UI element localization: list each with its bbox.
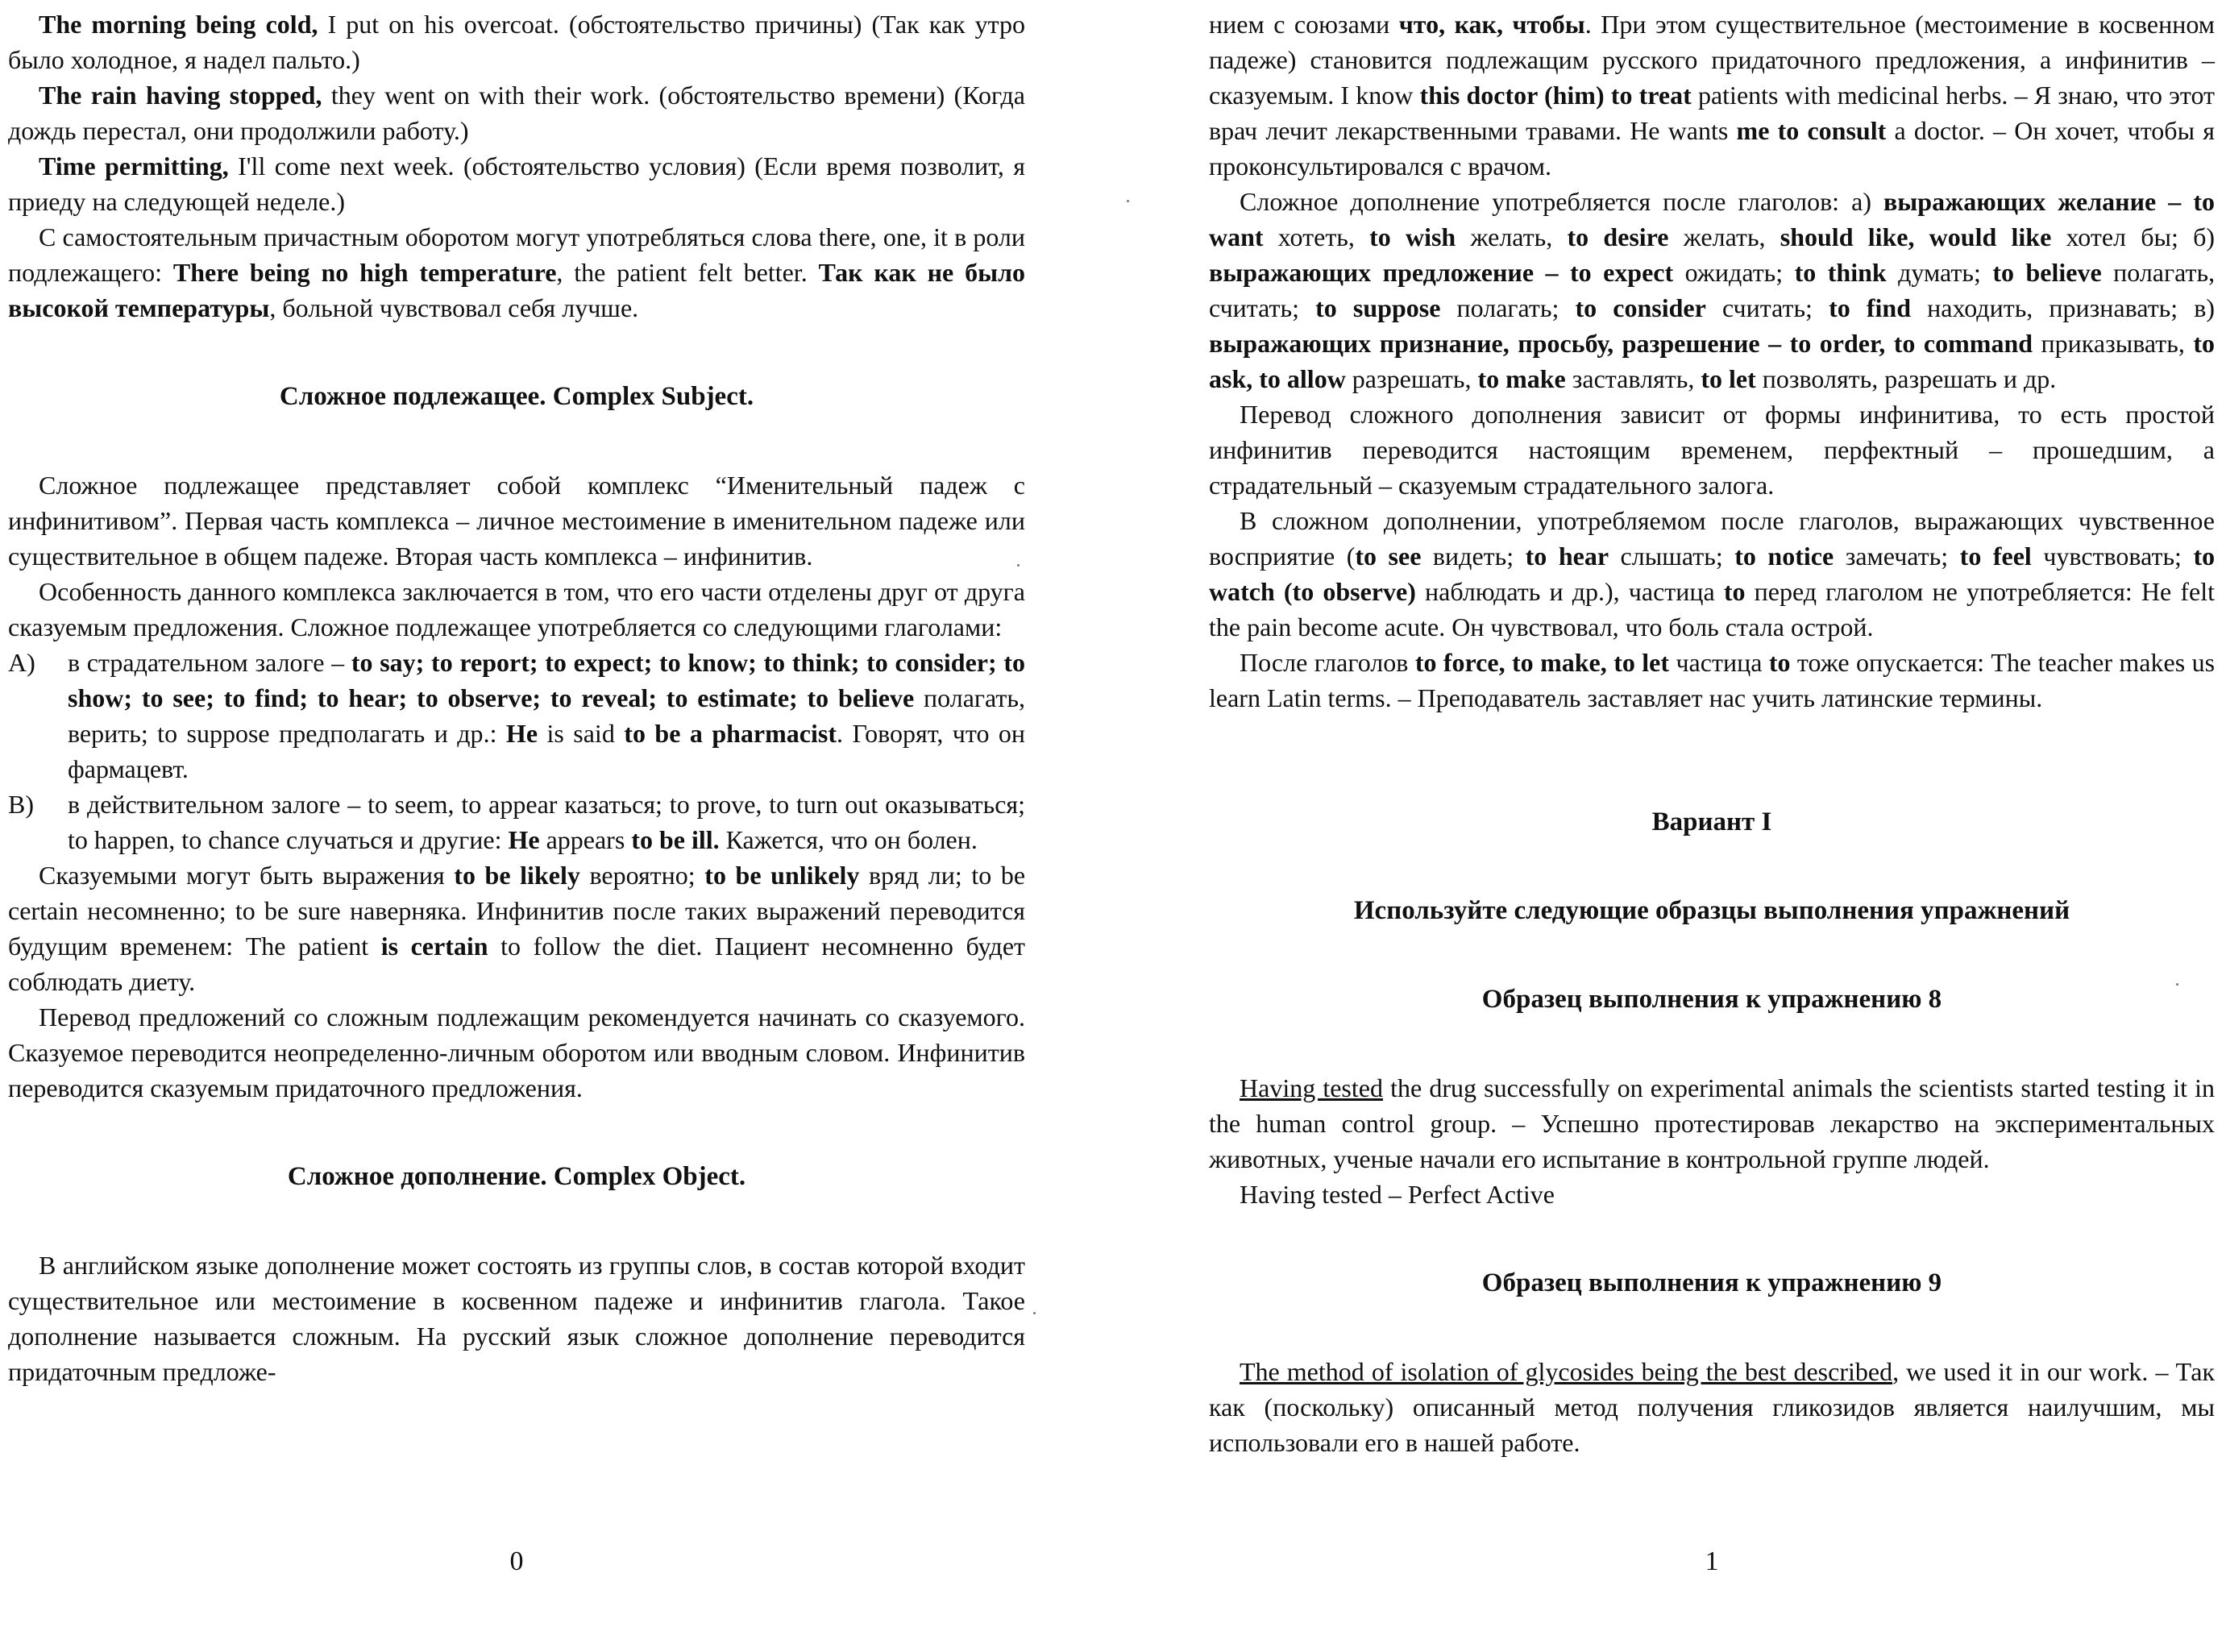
text-run: , we used it in our work. – Так как (поскольку) описанный метод получения гликозидов является наилучшим, мы использовали его в нашей работе. [1209,1357,2216,1457]
text-run: слышать; [1609,542,1735,571]
underlined-phrase: The method of isolation of glycosides being the best described [1240,1357,1893,1386]
bold-phrase: to be ill. [631,825,720,854]
text-run: перед глаголом не употребляется: He felt the pain become acute. Он чувствовал, что боль стала острой. [1209,577,2216,641]
text-run: Кажется, что он болен. [719,825,978,854]
list-item-passive [8,645,1025,787]
text-run: хотеть, [1263,222,1370,251]
paragraph-subject-feature: Особенность данного комплекса заключается в том, что его части отделены друг от друга сказуемым предложения. Сложное подлежащее употребляется со следующими глаголами: [8,577,1025,641]
text-run: Сложное дополнение употребляется после глаголов: а) [1240,187,1884,216]
text-run: наблюдать и др.), частица [1415,577,1724,606]
text-run: вряд ли; to be certain несомненно; to be sure наверняка. Инфинитив после таких выражений переводится будущим временем: The patient [8,861,1026,961]
bold-phrase: to [1768,648,1791,677]
text-run: замечать; [1834,542,1960,571]
bold-phrase: to be unlikely [704,861,860,890]
text-run: . При этом существительное (местоимение в косвенном падеже) становится подлежащим русского придаточного предложения, а инфинитив – сказуемым. I know [1209,10,2216,110]
text-run: частица [1669,648,1769,677]
bold-phrase: should like, would like [1780,222,2052,251]
page-number: 0 [509,1546,524,1576]
bold-phrase: to let [1701,364,1756,393]
bold-phrase: to believe [1992,258,2102,287]
paragraph-time-permitting [8,148,1025,219]
bold-phrase: to suppose [1315,293,1441,322]
paragraph-object-translation: Перевод сложного дополнения зависит от формы инфинитива, то есть простой инфинитив переводится настоящим временем, перфектный – прошедшим, а страдательный – сказуемым страдательного залога. [1209,400,2215,500]
paragraph-object-definition: В английском языке дополнение может состоять из группы слов, в состав которой входит существительное или местоимение в косвенном падеже и инфинитив глагола. Такое дополнение называется сложным. На русский язык сложное дополнение переводится придаточным предложе- [8,1251,1025,1386]
bold-phrase: что, как, чтобы [1398,10,1585,39]
text-run: to follow the diet. Пациент несомненно будет соблюдать диету. [8,932,1026,996]
bold-phrase: Так как не было высокой температуры [8,258,1026,322]
text-run: is said [538,719,625,748]
paragraph-object-verbs [1209,184,2215,396]
paragraph-exercise-8-sample [1209,1070,2215,1177]
bold-phrase: He [505,719,538,748]
bold-phrase: me to consult [1736,116,1887,145]
bold-phrase: выражающих предложение – to expect [1209,258,1674,287]
paragraph-there-being [8,219,1025,326]
bold-phrase: to find [1829,293,1911,322]
bold-phrase: He [508,825,540,854]
paragraph-subject-definition: Сложное подлежащее представляет собой комплекс “Именительный падеж с инфинитивом”. Первая часть комплекса – личное местоимение в именительном падеже или существительное в общем падеже. Вторая часть комплекса – инфинитив. [8,471,1025,571]
text-run: желать, [1456,222,1568,251]
bold-phrase: выражающих признание, просьбу, разрешение – to order, to command [1209,329,2033,358]
bold-phrase: There being no high temperature [172,258,557,287]
text-run: В сложном дополнении, употребляемом после глаголов, выражающих чувственное восприятие ( [1209,506,2215,571]
paragraph-rain-stopped [8,77,1025,148]
bold-phrase: выражающих желание – to want [1209,187,2215,251]
bold-phrase: to be a pharmacist [624,719,837,748]
bold-phrase: The rain having stopped, [39,81,322,110]
underlined-phrase: Having tested [1240,1073,1383,1102]
text-run: тоже опускается: The teacher makes us learn Latin terms. – Преподаватель заставляет нас учить латинские термины. [1209,648,2216,712]
list-item-text [68,787,1025,857]
bold-phrase: is certain [380,932,488,961]
text-run: вероятно; [579,861,705,890]
text-run: полагать, верить; to suppose предполагать и др.: [68,683,1026,748]
text-run: patients with medicinal herbs. – Я знаю, что этот врач лечит лекарственными травами. He wants [1209,81,2216,145]
paragraph-force-make-let [1209,645,2215,716]
list-marker: A) [8,648,35,677]
text-run: , the patient felt better. [556,258,819,287]
scan-speck [1127,200,1129,202]
text-run: they went on with their work. (обстоятельство времени) (Когда дождь перестал, они продолжили работу.) [8,81,1025,145]
bold-phrase: to hear [1525,542,1609,571]
list-item-text [68,645,1025,787]
text-run: полагать; [1440,293,1576,322]
heading-variant: Вариант I [1651,807,1772,836]
heading-exercise-8: Образец выполнения к упражнению 8 [1481,985,1942,1014]
scan-speck [1033,1312,1036,1314]
text-run: хотел бы; б) [2051,222,2216,251]
scan-speck [2176,983,2178,986]
bold-phrase: Time permitting, [39,152,229,181]
scan-speck [1017,564,1020,567]
text-run: appears [539,825,632,854]
bold-phrase: to notice [1734,542,1834,571]
bold-phrase: to desire [1567,222,1669,251]
paragraph-predicates [8,857,1025,999]
bold-phrase: this doctor (him) to treat [1419,81,1692,110]
left-page-text [8,6,1025,1389]
text-run: в действительном залоге – to seem, to appear казаться; to prove, to turn out оказываться; to happen, to chance случаться и другие: [68,790,1025,854]
heading-exercise-9: Образец выполнения к упражнению 9 [1481,1268,1942,1297]
list-marker: B) [8,790,34,819]
paragraph-exercise-9-sample [1209,1354,2215,1460]
paragraph-sense-verbs [1209,503,2215,645]
text-run: разрешать, [1345,364,1478,393]
text-run: приказывать, [2033,329,2194,358]
text-run: . Говорят, что он фармацевт. [68,719,1026,783]
bold-phrase: to think [1794,258,1887,287]
text-run: желать, [1668,222,1780,251]
text-run: в страдательном залоге – [68,648,351,677]
text-run: С самостоятельным причастным оборотом могут употребляться слова there, one, it в роли подлежащего: [8,222,1025,287]
heading-complex-subject: Сложное подлежащее. Complex Subject. [279,382,754,411]
text-run: считать; [1705,293,1829,322]
text-run: I'll come next week. (обстоятельство условия) (Если время позволит, я приеду на следующей неделе.) [8,152,1026,216]
heading-use-samples: Используйте следующие образцы выполнения упражнений [1353,896,2070,925]
right-page-text [1209,6,2215,1460]
bold-phrase: to [1723,577,1746,606]
text-run: Сказуемыми могут быть выражения [39,861,455,890]
bold-phrase: to force, to make, to let [1414,648,1670,677]
bold-phrase: to say; to report; to expect; to know; to think; to consider; to show; to see; to find; to hear; to observe; to reveal; to estimate; to believe [68,648,1026,712]
bold-phrase: to watch (to observe) [1209,542,2216,606]
bold-phrase: to wish [1369,222,1456,251]
text-run: заставлять, [1565,364,1701,393]
text-run: полагать, считать; [1209,258,2216,322]
text-run: чувствовать; [2031,542,2194,571]
bold-phrase: to feel [1959,542,2032,571]
paragraph-object-continued [1209,6,2215,184]
page-number: 1 [1705,1546,1719,1576]
paragraph-morning-cold [8,6,1025,77]
paragraph-subject-translation: Перевод предложений со сложным подлежащим рекомендуется начинать со сказуемого. Сказуемое переводится неопределенно-личным оборотом или вводным словом. Инфинитив переводится сказуемым придаточного предложения. [8,1002,1025,1102]
text-run: , больной чувствовал себя лучше. [269,293,639,322]
bold-phrase: to be likely [454,861,580,890]
heading-complex-object: Сложное дополнение. Complex Object. [287,1162,746,1191]
text-run: После глаголов [1240,648,1415,677]
text-run: думать; [1886,258,1993,287]
text-run: видеть; [1421,542,1526,571]
text-run: I put on his overcoat. (обстоятельство причины) (Так как утро было холодное, я надел пальто.) [8,10,1026,74]
list-item-active [8,787,1025,857]
bold-phrase: to ask, to allow [1209,329,2216,393]
paragraph-exercise-8-note: Having tested – Perfect Active [1240,1180,1555,1209]
bold-phrase: to see [1355,542,1422,571]
bold-phrase: The morning being cold, [39,10,318,39]
text-run: ожидать; [1673,258,1795,287]
bold-phrase: to make [1477,364,1566,393]
text-run: the drug successfully on experimental animals the scientists started testing it in the human control group. – Успешно протестировав лекарство на экспериментальных животных, ученые начали его испытание в контрольной группе людей. [1209,1073,2216,1173]
text-run: a doctor. – Он хочет, чтобы я проконсультировался с врачом. [1209,116,2216,181]
text-run: позволять, разрешать и др. [1755,364,2057,393]
text-run: находить, признавать; в) [1911,293,2216,322]
bold-phrase: to consider [1575,293,1706,322]
text-run: нием с союзами [1209,10,1399,39]
